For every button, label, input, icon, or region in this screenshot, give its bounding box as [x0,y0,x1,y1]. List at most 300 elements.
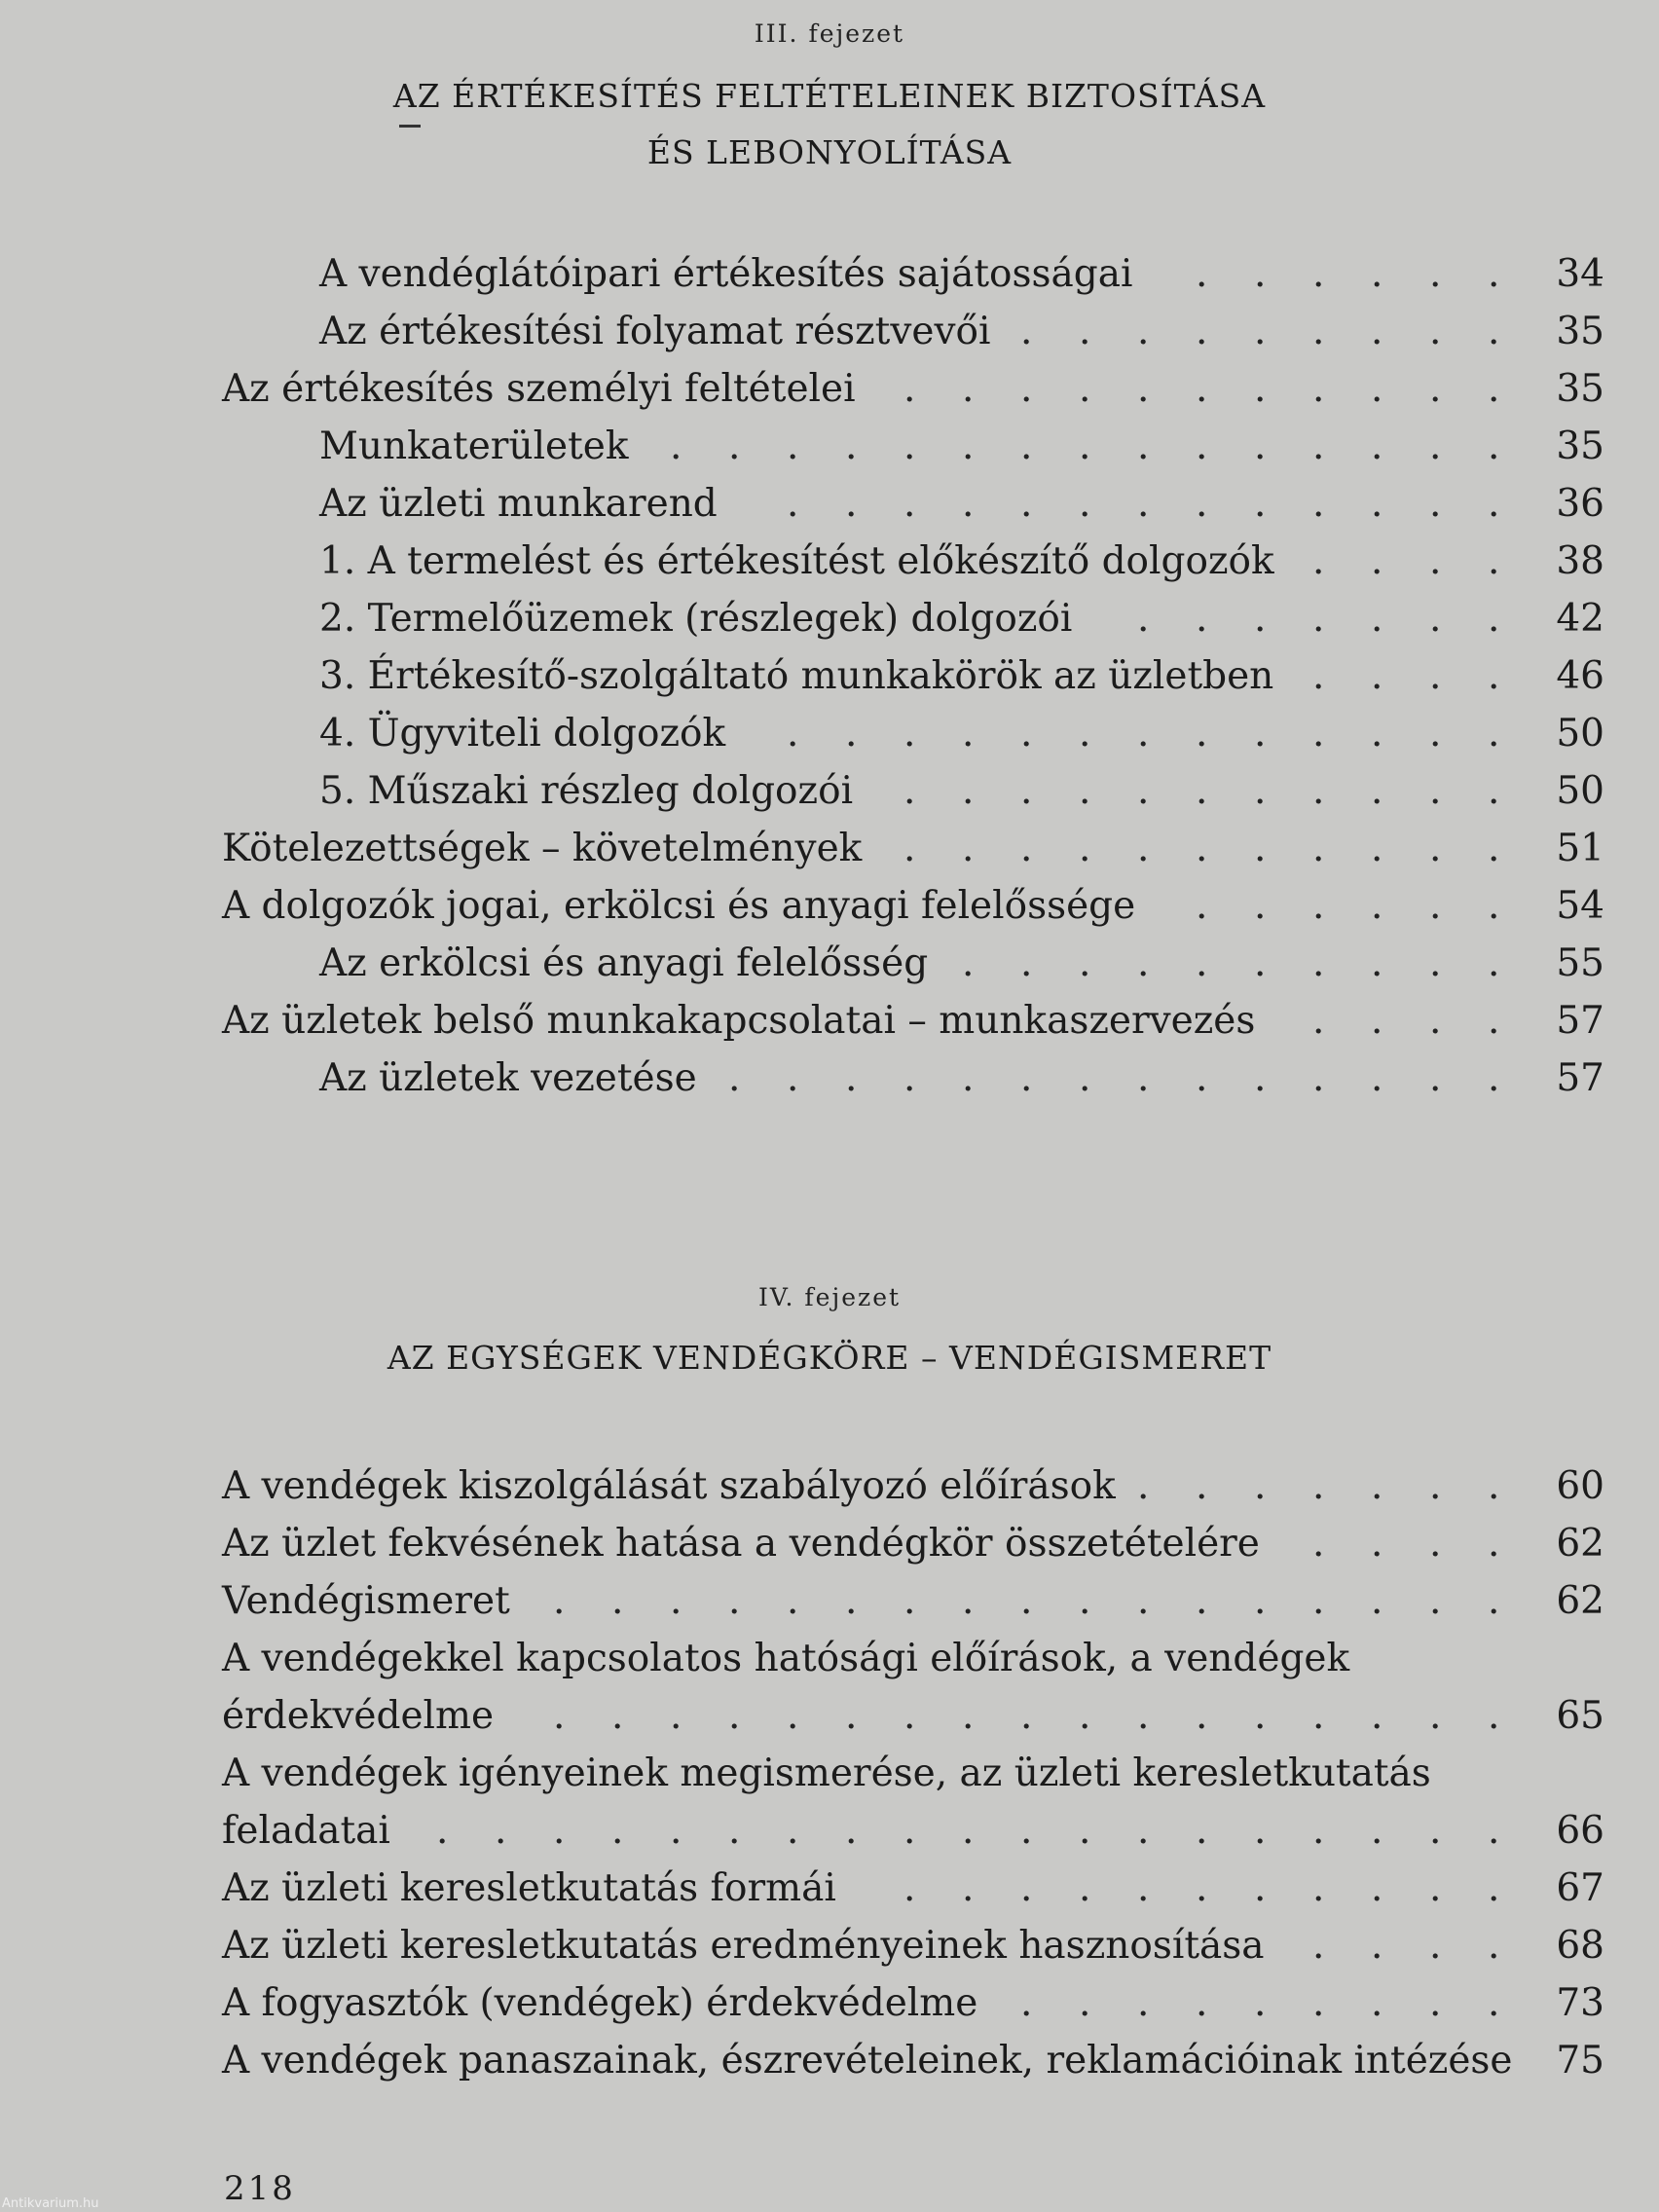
leader-dot: . [1196,769,1208,813]
toc-entry [222,935,1604,992]
leader-dot: . [962,1866,975,1910]
leader-dot: . [611,1579,624,1623]
leader-dot: . [903,1866,916,1910]
leader-dot: . [728,1694,741,1738]
leader-dot: . [1254,1981,1267,2025]
leader-dot: . [1137,424,1150,468]
leader-dot: . [903,424,916,468]
chapter-4-title: AZ EGYSÉGEK VENDÉGKÖRE – VENDÉGISMERET [387,1339,1272,1377]
leader-dot: . [1371,999,1383,1043]
leader-dot: . [1371,1464,1383,1508]
leader-dot: . [1196,367,1208,411]
leader-dot: . [1429,884,1442,928]
leader-dot: . [1429,769,1442,813]
leader-dot: . [1371,712,1383,756]
leader-dot: . [1371,310,1383,353]
leader-dot: . [1079,1694,1091,1738]
leader-dot: . [728,1056,741,1100]
leader-dot: . [1254,827,1267,870]
leader-dot: . [1488,999,1500,1043]
leader-dot: . [1254,252,1267,296]
leader-dot: . [728,424,741,468]
leader-dot: . [845,712,858,756]
toc-entry [222,647,1604,705]
leader-dot: . [1137,827,1150,870]
toc-page-number: 42 [1556,597,1604,641]
leader-dot: . [962,367,975,411]
leader-dot: . [1020,941,1033,985]
leader-dot: . [1020,482,1033,526]
leader-dot: . [1196,827,1208,870]
toc-page-number: 36 [1556,482,1604,526]
leader-dot: . [1488,1522,1500,1566]
leader-dot: . [1429,1694,1442,1738]
toc-page-number: 75 [1556,2039,1604,2083]
leader-dot: . [1079,1981,1091,2025]
leader-dot: . [1371,367,1383,411]
leader-dot: . [1312,769,1325,813]
leader-dot: . [1137,712,1150,756]
toc-page-number: 34 [1556,252,1604,296]
toc-entry [222,1860,1604,1917]
toc-entry [222,1745,1604,1860]
leader-dot: . [1196,252,1208,296]
leader-dot: . [1020,424,1033,468]
toc-entry [222,1515,1604,1572]
leader-dot: . [1488,1694,1500,1738]
leader-dot: . [611,1694,624,1738]
leader-dot: . [1488,367,1500,411]
leader-dot: . [1488,1579,1500,1623]
toc-page-number: 50 [1556,712,1604,756]
leader-dot: . [1137,1056,1150,1100]
toc-page-number: 57 [1556,999,1604,1043]
leader-dot: . [1196,1056,1208,1100]
leader-dot: . [845,1579,858,1623]
toc-page-number: 46 [1556,654,1604,698]
leader-dot: . [1429,310,1442,353]
leader-dot: . [1371,1056,1383,1100]
leader-dot: . [1429,424,1442,468]
leader-dot: . [1371,1924,1383,1968]
leader-dot: . [962,769,975,813]
leader-dot: . [1020,310,1033,353]
toc-page-number: 62 [1556,1522,1604,1566]
leader-dot: . [1429,367,1442,411]
toc-entry-title: Az üzleti munkarend [319,482,718,526]
leader-dot: . [1196,941,1208,985]
toc-entry-title: A vendégek panaszainak, észrevételeinek, reklamációinak intézése [222,2039,1513,2083]
toc-entry [222,820,1604,877]
leader-dot: . [1020,1056,1033,1100]
leader-dot: . [903,1056,916,1100]
leader-dot: . [1196,1981,1208,2025]
leader-dot: . [962,827,975,870]
leader-dot: . [1429,999,1442,1043]
toc-entry-title-continued: feladatai [222,1809,390,1853]
leader-dot: . [1020,1866,1033,1910]
leader-dot: . [1254,1809,1267,1853]
leader-dot: . [1488,1981,1500,2025]
leader-dot: . [1079,712,1091,756]
leader-dot: . [903,1809,916,1853]
leader-dot: . [1137,1866,1150,1910]
toc-entry [222,475,1604,533]
leader-dot: . [1371,1522,1383,1566]
leader-dot: . [1371,941,1383,985]
leader-dot: . [1312,712,1325,756]
toc-page-number: 73 [1556,1981,1604,2025]
leader-dot: . [1137,597,1150,641]
toc-entry-title: Az üzletek vezetése [319,1056,697,1100]
leader-dot: . [728,1579,741,1623]
leader-dot: . [1254,424,1267,468]
leader-dot: . [1429,252,1442,296]
leader-dot: . [670,1809,682,1853]
toc-entry-title: 2. Termelőüzemek (részlegek) dolgozói [319,597,1073,641]
leader-dot: . [1020,1809,1033,1853]
toc-entry [222,1572,1604,1630]
toc-page-number: 67 [1556,1866,1604,1910]
leader-dot: . [1137,367,1150,411]
leader-dot: . [1079,1056,1091,1100]
leader-dot: . [1429,1866,1442,1910]
toc-page-number: 55 [1556,941,1604,985]
toc-entry [222,762,1604,820]
leader-dot: . [1312,1522,1325,1566]
toc-page-number: 51 [1556,827,1604,870]
leader-dot: . [1254,597,1267,641]
leader-dot: . [1371,252,1383,296]
leader-dot: . [903,712,916,756]
leader-dot: . [1196,597,1208,641]
leader-dot: . [670,1579,682,1623]
toc-entry-title: A vendégek kiszolgálását szabályozó előírások [222,1464,1116,1508]
leader-dot: . [1254,1056,1267,1100]
leader-dot: . [1079,1809,1091,1853]
leader-dot: . [1254,1579,1267,1623]
leader-dot: . [1312,1464,1325,1508]
leader-dot: . [1371,1866,1383,1910]
leader-dot: . [1020,367,1033,411]
toc-page-number: 38 [1556,539,1604,583]
toc-entry [222,1050,1604,1107]
leader-dot: . [1254,1866,1267,1910]
leader-dot: . [1429,1056,1442,1100]
leader-dot: . [1312,1866,1325,1910]
leader-dot: . [787,1809,799,1853]
leader-dot: . [1254,712,1267,756]
leader-dot: . [787,1579,799,1623]
toc-page-number: 54 [1556,884,1604,928]
toc-entry [222,245,1604,303]
leader-dot: . [1196,884,1208,928]
leader-dot: . [670,1694,682,1738]
leader-dot: . [845,1809,858,1853]
leader-dot: . [553,1579,566,1623]
leader-dot: . [1079,367,1091,411]
leader-dot: . [1488,884,1500,928]
toc-entry-title-continued: érdekvédelme [222,1694,495,1738]
leader-dot: . [1312,827,1325,870]
leader-dot: . [1196,712,1208,756]
toc-entry-title: Az értékesítés személyi feltételei [222,367,856,411]
leader-dot: . [1429,827,1442,870]
leader-dot: . [436,1809,449,1853]
toc-entry-title: Az üzleti keresletkutatás formái [222,1866,836,1910]
chapter-3-toc [222,245,1604,1107]
leader-dot: . [962,482,975,526]
leader-dot: . [728,1809,741,1853]
leader-dot: . [1254,769,1267,813]
toc-page-number: 68 [1556,1924,1604,1968]
leader-dot: . [1254,1464,1267,1508]
leader-dot: . [1429,482,1442,526]
leader-dot: . [1196,1866,1208,1910]
leader-dot: . [962,1809,975,1853]
toc-entry-title: 1. A termelést és értékesítést előkészítő dolgozók [319,539,1274,583]
leader-dot: . [495,1809,507,1853]
leader-dot: . [1137,769,1150,813]
leader-dot: . [1371,482,1383,526]
leader-dot: . [1020,712,1033,756]
toc-entry [222,877,1604,935]
leader-dot: . [1137,1694,1150,1738]
leader-dot: . [1020,827,1033,870]
leader-dot: . [1488,1924,1500,1968]
leader-dot: . [1371,1981,1383,2025]
leader-dot: . [1312,999,1325,1043]
toc-entry [222,303,1604,360]
leader-dot: . [1371,539,1383,583]
leader-dot: . [1196,1694,1208,1738]
toc-page-number: 35 [1556,367,1604,411]
leader-dot: . [1488,827,1500,870]
leader-dot: . [903,1579,916,1623]
leader-dot: . [1312,597,1325,641]
leader-dot: . [1079,1866,1091,1910]
leader-dot: . [1254,941,1267,985]
leader-dot: . [962,1056,975,1100]
leader-dot: . [1429,597,1442,641]
leader-dot: . [845,482,858,526]
leader-dot: . [903,769,916,813]
leader-dot: . [1488,941,1500,985]
toc-entry [222,1457,1604,1515]
leader-dot: . [1488,1056,1500,1100]
leader-dot: . [845,424,858,468]
toc-entry-title: 3. Értékesítő-szolgáltató munkakörök az üzletben [319,654,1274,698]
leader-dot: . [1488,1866,1500,1910]
toc-entry-title: Az erkölcsi és anyagi felelősség [319,941,929,985]
leader-dot: . [1429,1809,1442,1853]
toc-entry [222,418,1604,475]
leader-dot: . [1079,1579,1091,1623]
leader-dot: . [1429,654,1442,698]
leader-dot: . [1254,367,1267,411]
leader-dot: . [553,1809,566,1853]
leader-dot: . [1079,769,1091,813]
toc-entry-title: A dolgozók jogai, erkölcsi és anyagi felelőssége [222,884,1136,928]
leader-dot: . [1371,884,1383,928]
leader-dot: . [1488,482,1500,526]
leader-dot: . [1429,941,1442,985]
leader-dot: . [1488,539,1500,583]
leader-dot: . [1488,1809,1500,1853]
toc-page-number: 50 [1556,769,1604,813]
leader-dot: . [787,1056,799,1100]
leader-dot: . [1371,1694,1383,1738]
leader-dot: . [1312,1694,1325,1738]
leader-dot: . [1254,1694,1267,1738]
leader-dot: . [1137,1981,1150,2025]
toc-entry-title: 5. Műszaki részleg dolgozói [319,769,854,813]
toc-entry [222,360,1604,418]
leader-dot: . [1429,1522,1442,1566]
leader-dot: . [670,424,682,468]
toc-entry-title: Az üzleti keresletkutatás eredményeinek hasznosítása [222,1924,1265,1968]
chapter-4-label: IV. fejezet [757,1283,902,1311]
toc-entry [222,1917,1604,1974]
toc-page-number: 35 [1556,310,1604,353]
leader-dot: . [787,424,799,468]
leader-dot: . [1020,1981,1033,2025]
chapter-3-title-line1: AZ ÉRTÉKESÍTÉS FELTÉTELEINEK BIZTOSÍTÁSA [392,77,1267,115]
leader-dot: . [1254,482,1267,526]
leader-dot: . [1429,712,1442,756]
leader-dot: . [1312,1579,1325,1623]
leader-dot: . [787,1694,799,1738]
leader-dot: . [1312,424,1325,468]
leader-dot: . [1312,482,1325,526]
leader-dot: . [1429,1579,1442,1623]
leader-dot: . [1488,310,1500,353]
toc-entry [222,533,1604,590]
leader-dot: . [553,1694,566,1738]
toc-page-number: 66 [1556,1809,1604,1853]
leader-dot: . [1079,827,1091,870]
toc-page-number: 57 [1556,1056,1604,1100]
toc-entry-title: Az üzlet fekvésének hatása a vendégkör összetételére [222,1522,1260,1566]
leader-dot: . [1371,1809,1383,1853]
leader-dot: . [1079,482,1091,526]
toc-entry [222,1974,1604,2032]
leader-dot: . [1312,252,1325,296]
toc-entry-title: 4. Ügyviteli dolgozók [319,712,726,756]
leader-dot: . [1137,1464,1150,1508]
toc-entry [222,2032,1604,2089]
leader-dot: . [1312,1056,1325,1100]
leader-dot: . [1488,252,1500,296]
toc-entry-title: A vendéglátóipari értékesítés sajátosságai [319,252,1133,296]
leader-dot: . [1137,941,1150,985]
leader-dot: . [1429,539,1442,583]
leader-dot: . [1079,941,1091,985]
toc-entry-title: Munkaterületek [319,424,629,468]
chapter-4-toc [222,1457,1604,2089]
leader-dot: . [1488,424,1500,468]
toc-page-number: 62 [1556,1579,1604,1623]
toc-page-number: 65 [1556,1694,1604,1738]
toc-entry-title: A fogyasztók (vendégek) érdekvédelme [222,1981,978,2025]
leader-dot: . [1312,1981,1325,2025]
toc-entry-title: A vendégek igényeinek megismerése, az üzleti keresletkutatás [222,1751,1431,1795]
leader-dot: . [1312,1809,1325,1853]
leader-dot: . [787,712,799,756]
leader-dot: . [1020,1694,1033,1738]
leader-dot: . [1079,310,1091,353]
leader-dot: . [1371,597,1383,641]
leader-dot: . [1371,769,1383,813]
leader-dot: . [1137,310,1150,353]
leader-dot: . [1196,310,1208,353]
toc-entry [222,992,1604,1050]
leader-dot: . [1312,310,1325,353]
toc-entry-title: A vendégekkel kapcsolatos hatósági előírások, a vendégek [222,1637,1350,1680]
leader-dot: . [1312,367,1325,411]
leader-dot: . [1020,1579,1033,1623]
leader-dot: . [1137,1809,1150,1853]
leader-dot: . [1371,424,1383,468]
leader-dot: . [1196,424,1208,468]
leader-dot: . [845,1056,858,1100]
leader-dot: . [1312,539,1325,583]
leader-dot: . [1079,424,1091,468]
leader-dot: . [1254,310,1267,353]
toc-page-number: 60 [1556,1464,1604,1508]
leader-dot: . [1020,769,1033,813]
toc-entry [222,1630,1604,1745]
leader-dot: . [611,1809,624,1853]
watermark: Antikvarium.hu [2,2196,99,2211]
leader-dot: . [1488,1464,1500,1508]
leader-dot: . [1196,1579,1208,1623]
leader-dot: . [1488,769,1500,813]
leader-dot: . [962,424,975,468]
leader-dot: . [1371,827,1383,870]
leader-dot: . [1312,654,1325,698]
leader-dot: . [903,367,916,411]
leader-dot: . [1429,1981,1442,2025]
toc-entry [222,705,1604,762]
leader-dot: . [962,941,975,985]
leader-dot: . [787,482,799,526]
leader-dot: . [962,712,975,756]
leader-dot: . [1254,884,1267,928]
leader-dot: . [1196,1809,1208,1853]
leader-dot: . [1312,884,1325,928]
leader-dot: . [1312,941,1325,985]
leader-dot: . [1196,1464,1208,1508]
leader-dot: . [1488,712,1500,756]
leader-dot: . [1196,482,1208,526]
toc-entry-title: Az értékesítési folyamat résztvevői [319,310,991,353]
leader-dot: . [903,1694,916,1738]
toc-entry-title: Vendégismeret [222,1579,510,1623]
leader-dot: . [903,482,916,526]
leader-dot: . [903,827,916,870]
chapter-3-label: III. fejezet [754,19,905,48]
leader-dot: . [1429,1924,1442,1968]
chapter-3-title-line2: ÉS LEBONYOLÍTÁSA [646,133,1013,171]
toc-entry-title: Az üzletek belső munkakapcsolatai – munkaszervezés [222,999,1256,1043]
leader-dot: . [845,1694,858,1738]
toc-page-number: 35 [1556,424,1604,468]
leader-dot: . [1371,654,1383,698]
page-number: 218 [224,2169,296,2208]
leader-dot: . [1312,1924,1325,1968]
leader-dot: . [1137,1579,1150,1623]
